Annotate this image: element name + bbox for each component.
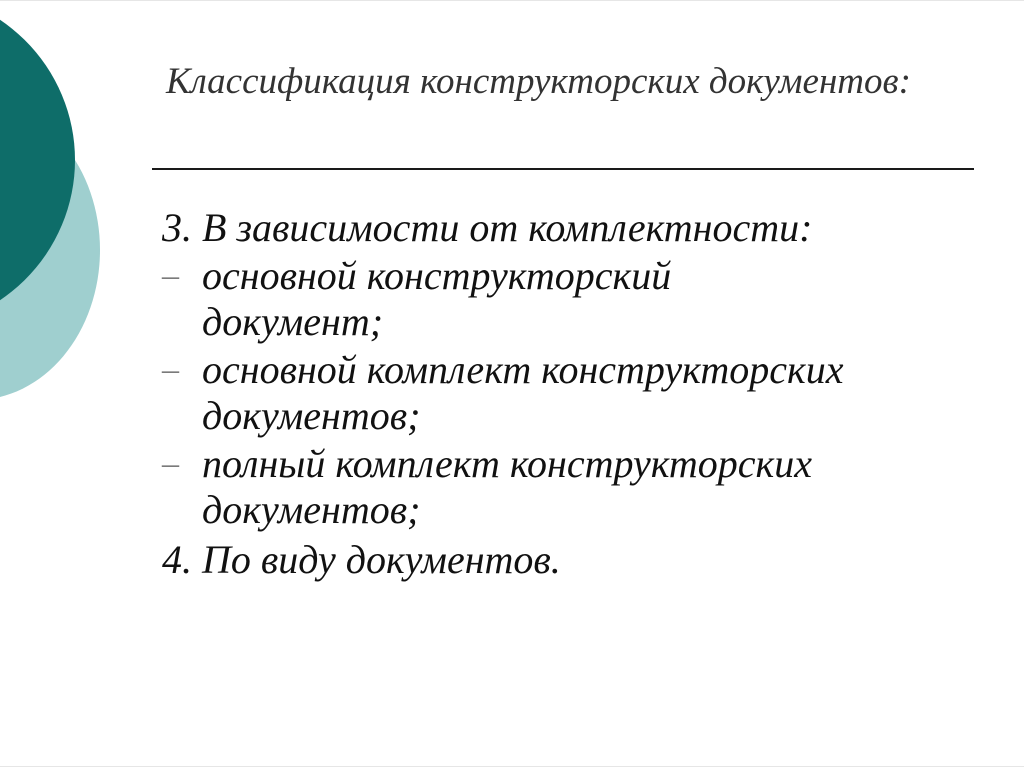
dash-list-item xyxy=(162,253,992,345)
list-item-text: основной комплект конструкторских документов; xyxy=(202,347,844,438)
dash-list-item xyxy=(162,347,992,439)
numbered-item: 4. По виду документов. xyxy=(162,537,561,582)
list-item-text: полный комплект конструкторских документов; xyxy=(202,441,813,532)
dash-marker: – xyxy=(162,351,179,388)
dash-marker: – xyxy=(162,257,179,294)
dash-marker: – xyxy=(162,445,179,482)
slide-title: Классификация конструкторских документов: xyxy=(166,61,911,102)
slide-body xyxy=(162,205,992,583)
title-underline xyxy=(152,168,974,170)
list-item-text: основной конструкторский документ; xyxy=(202,253,672,344)
top-border xyxy=(0,0,1024,1)
numbered-item: 3. В зависимости от комплектности: xyxy=(162,205,813,250)
dash-list-item xyxy=(162,441,992,533)
